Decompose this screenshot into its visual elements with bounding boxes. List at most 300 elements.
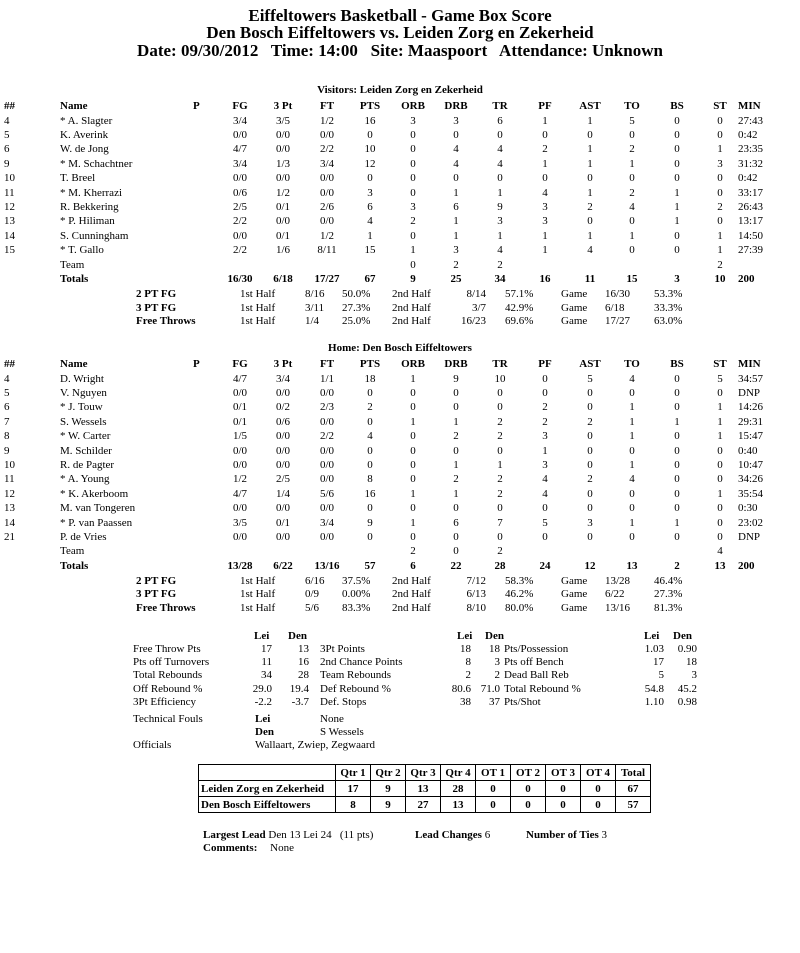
player-min: 34:26 bbox=[738, 473, 764, 486]
player-ft: 0/0 bbox=[319, 444, 335, 457]
split-first-half-pct: 27.3% bbox=[342, 301, 371, 314]
player-name: R. de Pagter bbox=[60, 458, 115, 471]
player-num: 9 bbox=[4, 444, 10, 457]
player-row bbox=[0, 142, 800, 156]
player-to: 1 bbox=[629, 415, 635, 428]
player-orb: 1 bbox=[410, 372, 416, 385]
column-header: PF bbox=[538, 358, 552, 370]
totals-pts: 57 bbox=[364, 559, 376, 572]
player-pts: 8 bbox=[367, 473, 373, 486]
player-orb: 0 bbox=[410, 172, 416, 185]
player-to: 2 bbox=[629, 186, 635, 199]
totals-ast: 11 bbox=[584, 272, 596, 285]
team-drb: 0 bbox=[453, 545, 459, 558]
summary-row bbox=[0, 683, 800, 696]
player-st: 0 bbox=[717, 530, 723, 543]
player-min: 0:30 bbox=[738, 502, 758, 515]
totals-st: 13 bbox=[714, 559, 726, 572]
summary-lei-value: 2 bbox=[465, 669, 471, 682]
player-to: 0 bbox=[629, 244, 635, 257]
split-label: 3 PT FG bbox=[136, 301, 177, 314]
player-name: S. Wessels bbox=[60, 415, 107, 428]
player-name: * K. Akerboom bbox=[60, 487, 129, 500]
player-orb: 0 bbox=[410, 386, 416, 399]
split-second-half-pct: 46.2% bbox=[505, 588, 534, 601]
player-ast: 1 bbox=[587, 143, 593, 156]
player-row bbox=[0, 501, 800, 515]
team-label: Team bbox=[60, 258, 85, 271]
quarter-total: 67 bbox=[616, 781, 651, 797]
officials-row bbox=[0, 739, 800, 752]
split-game-made: 13/16 bbox=[605, 601, 631, 614]
column-header: P bbox=[193, 100, 200, 112]
player-pf: 1 bbox=[542, 114, 548, 127]
summary-lei-value: 1.10 bbox=[644, 695, 664, 708]
player-st: 0 bbox=[717, 458, 723, 471]
column-header: DRB bbox=[444, 358, 468, 370]
player-st: 0 bbox=[717, 128, 723, 141]
team-label: Team bbox=[60, 545, 85, 558]
player-pts: 3 bbox=[367, 186, 373, 199]
player-drb: 0 bbox=[453, 401, 459, 414]
player-ast: 5 bbox=[587, 372, 593, 385]
largest-lead-label: Largest Lead bbox=[203, 829, 266, 841]
summary-team-lei: Lei bbox=[254, 630, 270, 642]
column-header: Name bbox=[60, 100, 88, 112]
player-pf: 3 bbox=[542, 458, 548, 471]
summary-team-den: Den bbox=[288, 630, 307, 642]
player-drb: 0 bbox=[453, 444, 459, 457]
player-name: T. Breel bbox=[60, 172, 96, 185]
totals-ft: 13/16 bbox=[314, 559, 340, 572]
player-pf: 2 bbox=[542, 401, 548, 414]
player-st: 0 bbox=[717, 502, 723, 515]
column-header: 3 Pt bbox=[273, 100, 293, 112]
player-min: 14:26 bbox=[738, 401, 764, 414]
split-second-half: 2nd Half bbox=[392, 288, 431, 301]
player-pts: 9 bbox=[367, 516, 373, 529]
player-name: * M. Kherrazi bbox=[60, 186, 123, 199]
player-orb: 0 bbox=[410, 430, 416, 443]
split-game: Game bbox=[561, 588, 588, 601]
summary-den-value: 0.90 bbox=[677, 643, 697, 655]
summary-label: Pts off Bench bbox=[504, 656, 564, 669]
player-tp: 0/0 bbox=[275, 143, 291, 156]
player-name: S. Cunningham bbox=[60, 229, 129, 242]
player-num: 11 bbox=[4, 473, 15, 486]
quarter-header: OT 2 bbox=[511, 765, 546, 781]
split-second-half-made: 7/12 bbox=[466, 575, 486, 588]
player-orb: 1 bbox=[410, 516, 416, 529]
player-ast: 0 bbox=[587, 444, 593, 457]
split-first-half-made: 0/9 bbox=[305, 588, 320, 601]
split-second-half-made: 8/10 bbox=[466, 601, 486, 614]
player-min: 14:50 bbox=[738, 229, 764, 242]
player-to: 0 bbox=[629, 502, 635, 515]
player-ft: 2/3 bbox=[319, 401, 335, 414]
player-tr: 1 bbox=[497, 229, 503, 242]
player-min: DNP bbox=[738, 530, 761, 543]
player-bs: 0 bbox=[674, 487, 680, 500]
player-bs: 1 bbox=[674, 516, 680, 529]
totals-min: 200 bbox=[738, 272, 755, 285]
player-num: 8 bbox=[4, 430, 10, 443]
split-second-half-made: 8/14 bbox=[466, 288, 486, 301]
player-drb: 0 bbox=[453, 172, 459, 185]
player-st: 1 bbox=[717, 143, 723, 156]
player-ft: 2/2 bbox=[319, 430, 335, 443]
player-ast: 0 bbox=[587, 386, 593, 399]
player-drb: 6 bbox=[453, 200, 459, 213]
player-fg: 1/5 bbox=[232, 430, 248, 443]
player-pf: 1 bbox=[542, 444, 548, 457]
summary-lei-value: 1.03 bbox=[644, 643, 664, 655]
player-ast: 1 bbox=[587, 157, 593, 170]
column-header: ## bbox=[4, 358, 15, 370]
player-bs: 0 bbox=[674, 229, 680, 242]
player-num: 4 bbox=[4, 372, 10, 385]
column-header: MIN bbox=[738, 358, 761, 370]
player-orb: 0 bbox=[410, 473, 416, 486]
quarter-header: Qtr 3 bbox=[406, 765, 441, 781]
player-ast: 2 bbox=[587, 200, 593, 213]
player-ast: 0 bbox=[587, 172, 593, 185]
summary-lei-value: 11 bbox=[261, 656, 272, 669]
column-header: BS bbox=[670, 100, 684, 112]
player-pts: 6 bbox=[367, 200, 373, 213]
quarter-score: 0 bbox=[546, 781, 581, 797]
player-to: 0 bbox=[629, 386, 635, 399]
largest-lead bbox=[203, 829, 373, 841]
split-second-half-pct: 57.1% bbox=[505, 288, 534, 301]
summary-den-value: -3.7 bbox=[291, 695, 309, 708]
split-first-half-made: 6/16 bbox=[305, 575, 325, 588]
player-bs: 0 bbox=[674, 244, 680, 257]
player-orb: 0 bbox=[410, 530, 416, 543]
column-header: PF bbox=[538, 100, 552, 112]
player-pf: 0 bbox=[542, 502, 548, 515]
player-pf: 1 bbox=[542, 244, 548, 257]
matchup-title: Den Bosch Eiffeltowers vs. Leiden Zorg en Zekerheid bbox=[206, 23, 594, 42]
player-pts: 0 bbox=[367, 128, 373, 141]
split-first-half-made: 8/16 bbox=[305, 288, 325, 301]
player-pts: 0 bbox=[367, 444, 373, 457]
split-second-half-made: 16/23 bbox=[460, 314, 486, 327]
split-game-pct: 46.4% bbox=[654, 575, 683, 588]
player-to: 4 bbox=[629, 372, 635, 385]
player-pf: 4 bbox=[542, 487, 548, 500]
split-first-half: 1st Half bbox=[240, 288, 276, 301]
player-row bbox=[0, 429, 800, 443]
player-row bbox=[0, 372, 800, 386]
split-first-half: 1st Half bbox=[240, 601, 276, 614]
player-num: 7 bbox=[4, 415, 10, 428]
player-drb: 3 bbox=[453, 244, 459, 257]
column-header: PTS bbox=[359, 100, 381, 112]
player-tp: 0/1 bbox=[275, 516, 291, 529]
totals-row bbox=[0, 272, 800, 286]
split-second-half: 2nd Half bbox=[392, 314, 431, 327]
player-name: * J. Touw bbox=[60, 401, 103, 414]
player-bs: 0 bbox=[674, 444, 680, 457]
player-ast: 0 bbox=[587, 128, 593, 141]
column-header: FG bbox=[232, 100, 248, 112]
summary-den-value: 28 bbox=[298, 669, 309, 682]
player-st: 0 bbox=[717, 473, 723, 486]
player-row bbox=[0, 171, 800, 185]
quarter-team-name: Den Bosch Eiffeltowers bbox=[199, 797, 336, 813]
player-tp: 1/3 bbox=[275, 157, 291, 170]
player-tr: 0 bbox=[497, 401, 503, 414]
player-pts: 0 bbox=[367, 502, 373, 515]
player-fg: 4/7 bbox=[232, 143, 248, 156]
player-to: 1 bbox=[629, 430, 635, 443]
split-first-half: 1st Half bbox=[240, 314, 276, 327]
comments-label: Comments: bbox=[203, 842, 258, 854]
column-header-row bbox=[0, 99, 800, 113]
summary-team-lei: Lei bbox=[457, 630, 473, 642]
player-name: R. Bekkering bbox=[60, 200, 119, 213]
split-game-made: 17/27 bbox=[605, 314, 631, 327]
player-pts: 1 bbox=[367, 229, 373, 242]
player-drb: 1 bbox=[453, 186, 459, 199]
totals-tp: 6/22 bbox=[273, 559, 293, 572]
player-pts: 10 bbox=[364, 143, 376, 156]
section-title: Visitors: Leiden Zorg en Zekerheid bbox=[317, 84, 483, 96]
player-tp: 2/5 bbox=[275, 473, 291, 486]
player-num: 5 bbox=[4, 386, 10, 399]
totals-pf: 24 bbox=[539, 559, 551, 572]
totals-orb: 9 bbox=[410, 272, 416, 285]
box-score-title: Eiffeltowers Basketball - Game Box Score bbox=[248, 6, 552, 25]
player-tp: 0/0 bbox=[275, 430, 291, 443]
split-first-half-made: 3/11 bbox=[305, 301, 325, 314]
player-drb: 6 bbox=[453, 516, 459, 529]
player-name: V. Nguyen bbox=[60, 386, 107, 399]
player-pf: 4 bbox=[542, 186, 548, 199]
player-name: M. Schilder bbox=[60, 444, 112, 457]
split-second-half-pct: 69.6% bbox=[505, 314, 534, 327]
summary-den-value: 37 bbox=[489, 695, 500, 708]
player-pf: 2 bbox=[542, 143, 548, 156]
player-bs: 1 bbox=[674, 215, 680, 228]
player-ft: 0/0 bbox=[319, 215, 335, 228]
column-header: TO bbox=[624, 358, 640, 370]
player-st: 0 bbox=[717, 516, 723, 529]
player-name: * T. Gallo bbox=[60, 244, 104, 257]
player-to: 1 bbox=[629, 401, 635, 414]
player-tp: 1/6 bbox=[275, 244, 291, 257]
player-drb: 1 bbox=[453, 458, 459, 471]
player-ft: 0/0 bbox=[319, 128, 335, 141]
player-pts: 15 bbox=[364, 244, 376, 257]
team-row bbox=[0, 258, 800, 272]
player-num: 10 bbox=[4, 458, 15, 471]
player-orb: 0 bbox=[410, 401, 416, 414]
split-first-half: 1st Half bbox=[240, 301, 276, 314]
player-ft: 5/6 bbox=[319, 487, 335, 500]
split-second-half: 2nd Half bbox=[392, 575, 431, 588]
player-tr: 2 bbox=[497, 415, 503, 428]
player-tp: 0/0 bbox=[275, 458, 291, 471]
player-tp: 0/0 bbox=[275, 172, 291, 185]
player-pts: 18 bbox=[364, 372, 376, 385]
split-game-pct: 27.3% bbox=[654, 588, 683, 601]
player-to: 4 bbox=[629, 473, 635, 486]
quarter-score: 0 bbox=[581, 781, 616, 797]
quarter-score: 17 bbox=[336, 781, 371, 797]
player-drb: 3 bbox=[453, 114, 459, 127]
player-bs: 0 bbox=[674, 386, 680, 399]
player-orb: 0 bbox=[410, 143, 416, 156]
column-header: ORB bbox=[401, 358, 425, 370]
player-tp: 0/1 bbox=[275, 229, 291, 242]
split-label: Free Throws bbox=[136, 601, 196, 614]
player-ast: 1 bbox=[587, 114, 593, 127]
player-drb: 9 bbox=[453, 372, 459, 385]
summary-lei-value: 18 bbox=[460, 643, 471, 655]
shooting-split-row bbox=[0, 588, 800, 601]
column-header: AST bbox=[579, 100, 601, 112]
summary-label: Off Rebound % bbox=[133, 682, 203, 695]
player-tr: 4 bbox=[497, 143, 503, 156]
player-bs: 0 bbox=[674, 473, 680, 486]
player-tr: 0 bbox=[497, 502, 503, 515]
summary-label: Pts/Shot bbox=[504, 695, 541, 708]
player-ft: 0/0 bbox=[319, 186, 335, 199]
player-min: 23:35 bbox=[738, 143, 764, 156]
player-tp: 0/0 bbox=[275, 215, 291, 228]
summary-label: Total Rebounds bbox=[133, 669, 203, 682]
split-label: 3 PT FG bbox=[136, 588, 177, 601]
totals-tp: 6/18 bbox=[273, 272, 293, 285]
player-ft: 0/0 bbox=[319, 473, 335, 486]
summary-row bbox=[0, 656, 800, 669]
player-ast: 0 bbox=[587, 430, 593, 443]
player-min: 10:47 bbox=[738, 458, 764, 471]
player-name: * P. Hiliman bbox=[60, 215, 115, 228]
player-tr: 0 bbox=[497, 444, 503, 457]
player-ast: 3 bbox=[587, 516, 593, 529]
summary-label: Def. Stops bbox=[320, 695, 367, 708]
section-title: Home: Den Bosch Eiffeltowers bbox=[328, 342, 472, 354]
player-num: 13 bbox=[4, 502, 15, 515]
player-orb: 0 bbox=[410, 458, 416, 471]
column-header: ST bbox=[713, 358, 727, 370]
player-num: 13 bbox=[4, 215, 15, 228]
split-second-half: 2nd Half bbox=[392, 301, 431, 314]
game-info: Date: 09/30/2012 Time: 14:00 Site: Maaspoort Attendance: Unknown bbox=[137, 41, 663, 60]
player-orb: 0 bbox=[410, 502, 416, 515]
player-pts: 2 bbox=[367, 401, 373, 414]
player-ast: 0 bbox=[587, 401, 593, 414]
player-tr: 6 bbox=[497, 114, 503, 127]
quarter-score: 0 bbox=[546, 797, 581, 813]
player-bs: 1 bbox=[674, 186, 680, 199]
player-row bbox=[0, 516, 800, 530]
summary-lei-value: 5 bbox=[658, 669, 664, 682]
split-first-half-pct: 37.5% bbox=[342, 575, 371, 588]
totals-label: Totals bbox=[60, 272, 89, 285]
player-pts: 16 bbox=[364, 114, 376, 127]
player-tp: 1/4 bbox=[275, 487, 291, 500]
player-fg: 3/5 bbox=[232, 516, 248, 529]
player-num: 14 bbox=[4, 229, 15, 242]
quarter-score: 28 bbox=[441, 781, 476, 797]
summary-den-value: 18 bbox=[686, 656, 697, 669]
player-num: 5 bbox=[4, 128, 10, 141]
totals-fg: 16/30 bbox=[227, 272, 253, 285]
player-pf: 0 bbox=[542, 530, 548, 543]
player-min: 23:02 bbox=[738, 516, 764, 529]
player-to: 0 bbox=[629, 487, 635, 500]
player-orb: 1 bbox=[410, 244, 416, 257]
player-tp: 1/2 bbox=[275, 186, 291, 199]
totals-to: 15 bbox=[626, 272, 638, 285]
player-bs: 1 bbox=[674, 200, 680, 213]
split-first-half: 1st Half bbox=[240, 588, 276, 601]
player-bs: 1 bbox=[674, 415, 680, 428]
split-game-made: 6/22 bbox=[605, 588, 625, 601]
player-tp: 3/4 bbox=[275, 372, 291, 385]
quarter-score: 0 bbox=[476, 781, 511, 797]
split-second-half: 2nd Half bbox=[392, 601, 431, 614]
player-pf: 0 bbox=[542, 128, 548, 141]
player-fg: 0/0 bbox=[232, 229, 248, 242]
team-st: 4 bbox=[717, 545, 723, 558]
column-header: TO bbox=[624, 100, 640, 112]
summary-den-value: 71.0 bbox=[480, 682, 500, 695]
team-drb: 2 bbox=[453, 258, 459, 271]
quarter-header: OT 4 bbox=[581, 765, 616, 781]
summary-den-value: 0.98 bbox=[677, 695, 697, 708]
player-tp: 0/0 bbox=[275, 386, 291, 399]
player-ft: 0/0 bbox=[319, 172, 335, 185]
quarter-score-table bbox=[198, 764, 651, 813]
split-first-half-pct: 50.0% bbox=[342, 288, 371, 301]
totals-ast: 12 bbox=[584, 559, 596, 572]
split-game: Game bbox=[561, 288, 588, 301]
player-st: 2 bbox=[717, 200, 723, 213]
player-row bbox=[0, 157, 800, 171]
quarter-header-row bbox=[199, 765, 651, 781]
totals-row bbox=[0, 559, 800, 573]
player-to: 2 bbox=[629, 143, 635, 156]
column-header: FT bbox=[319, 358, 335, 370]
split-game-made: 16/30 bbox=[605, 288, 631, 301]
quarter-score: 0 bbox=[511, 797, 546, 813]
player-min: 29:31 bbox=[738, 415, 764, 428]
summary-lei-value: 54.8 bbox=[644, 682, 664, 695]
column-header: FT bbox=[319, 100, 335, 112]
player-to: 0 bbox=[629, 530, 635, 543]
player-name: * A. Young bbox=[60, 473, 110, 486]
player-tr: 7 bbox=[497, 516, 503, 529]
player-to: 0 bbox=[629, 444, 635, 457]
player-ast: 0 bbox=[587, 487, 593, 500]
player-ft: 0/0 bbox=[319, 386, 335, 399]
player-pf: 0 bbox=[542, 172, 548, 185]
technical-lei-label: Lei bbox=[255, 713, 271, 725]
split-label: Free Throws bbox=[136, 314, 196, 327]
player-ast: 4 bbox=[587, 244, 593, 257]
player-row bbox=[0, 229, 800, 243]
totals-pts: 67 bbox=[364, 272, 376, 285]
player-to: 0 bbox=[629, 128, 635, 141]
team-orb: 0 bbox=[410, 258, 416, 271]
summary-lei-value: 38 bbox=[460, 695, 471, 708]
player-bs: 0 bbox=[674, 401, 680, 414]
